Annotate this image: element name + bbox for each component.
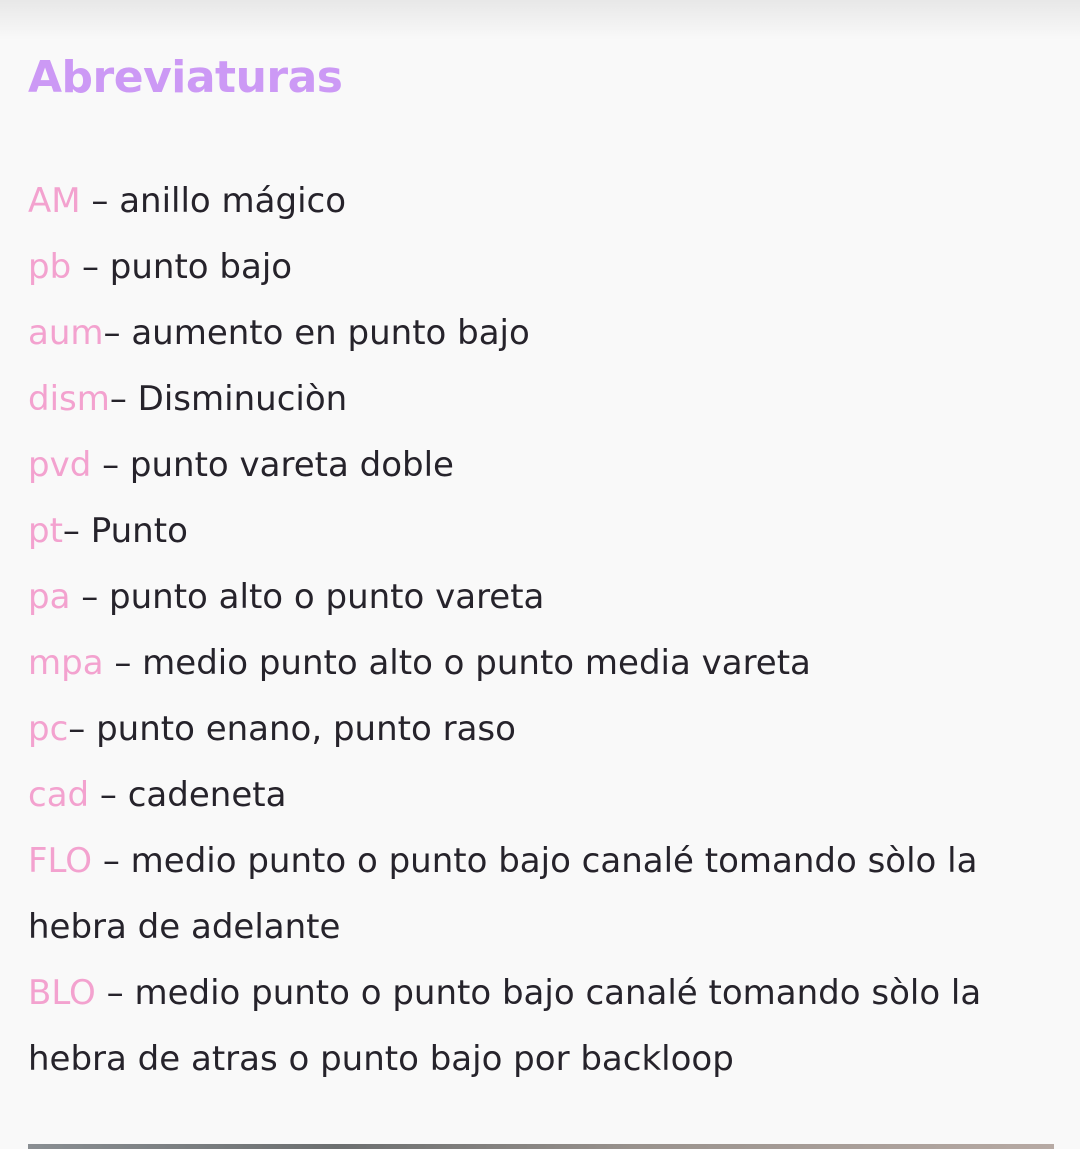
list-item xyxy=(28,432,1038,498)
abbreviation-term: AM xyxy=(28,181,81,221)
abbreviation-definition: – aumento en punto bajo xyxy=(103,313,530,353)
abbreviation-term: pvd xyxy=(28,445,92,485)
abbreviation-list xyxy=(28,168,1038,1092)
abbreviation-definition: – medio punto o punto bajo canalé tomando sòlo la hebra de adelante xyxy=(28,841,978,947)
image-edge xyxy=(28,1144,1054,1149)
abbreviation-definition: – medio punto o punto bajo canalé tomando sòlo la hebra de atras o punto bajo por backloop xyxy=(28,973,982,1079)
list-item xyxy=(28,762,1038,828)
abbreviation-term: FLO xyxy=(28,841,93,881)
abbreviation-term: dism xyxy=(28,379,110,419)
list-item xyxy=(28,300,1038,366)
abbreviation-term: BLO xyxy=(28,973,96,1013)
abbreviation-definition: – punto alto o punto vareta xyxy=(70,577,545,617)
abbreviation-term: cad xyxy=(28,775,90,815)
abbreviation-definition: – anillo mágico xyxy=(80,181,347,221)
list-item xyxy=(28,168,1038,234)
list-item xyxy=(28,630,1038,696)
list-item xyxy=(28,366,1038,432)
list-item xyxy=(28,564,1038,630)
abbreviation-definition: – Punto xyxy=(62,511,188,551)
abbreviation-term: pb xyxy=(28,247,72,287)
abbreviation-definition: – punto bajo xyxy=(71,247,293,287)
list-item xyxy=(28,960,1038,1092)
section-title: Abreviaturas xyxy=(28,52,343,103)
abbreviation-definition: – medio punto alto o punto media vareta xyxy=(103,643,811,683)
abbreviation-definition: – cadeneta xyxy=(89,775,287,815)
list-item xyxy=(28,498,1038,564)
abbreviation-term: pt xyxy=(28,511,63,551)
top-bar-shadow xyxy=(0,0,1080,40)
list-item xyxy=(28,696,1038,762)
abbreviation-definition: – punto enano, punto raso xyxy=(68,709,516,749)
list-item xyxy=(28,828,1038,960)
abbreviation-term: pc xyxy=(28,709,69,749)
abbreviation-term: pa xyxy=(28,577,71,617)
abbreviation-term: aum xyxy=(28,313,104,353)
abbreviation-definition: – Disminuciòn xyxy=(109,379,348,419)
abbreviation-definition: – punto vareta doble xyxy=(91,445,454,485)
abbreviation-term: mpa xyxy=(28,643,104,683)
list-item xyxy=(28,234,1038,300)
